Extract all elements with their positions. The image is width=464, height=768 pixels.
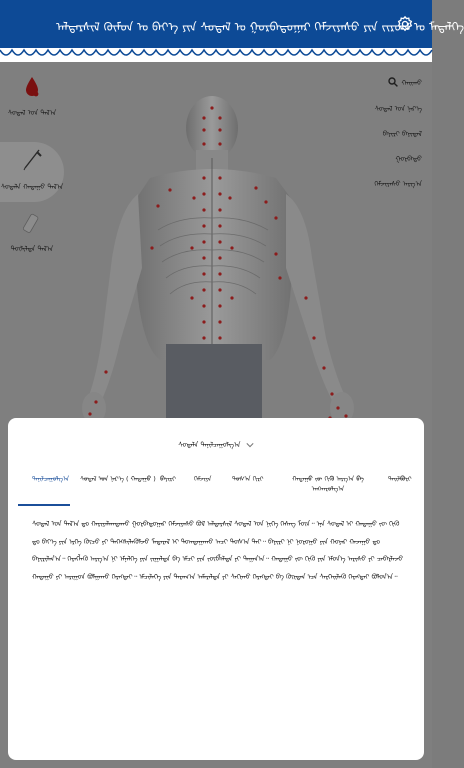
tool-label: ᠲᠦᠯᠢᠯᠲᠡ ᠲᠠᠯ᠎ᠠ: [10, 245, 54, 253]
app-header: [0, 0, 464, 50]
description-text: ᠰᠤᠳᠠᠯ ᠤᠨ ᠲᠠᠯ᠎ᠠ ᠳᠤ ᠬᠠᠷᠢᠶᠠᠯᠠᠭᠳᠠᠬᠤ ᠭᠤᠷᠪᠠᠳᠤᠭᠠᠷ ᠬᠡᠮᠵᠢᠶᠡᠰᠦ ᠪᠤᠯ ᠠᠯᠳᠠᠷᠰᠢᠯ ᠰᠤᠳᠠᠯ ᠤᠨ ᠨᠢᠭᠡ ᠬᠡᠰᠡᠭ ᠮᠥᠨ᠃ ᠡᠨᠡ ᠰᠤᠳᠠᠯ ᠢ ᠬᠠᠲᠠᠭᠤ ᠵᠦ ᠬᠢᠬᠦ ᠳᠤ ᠪᠡᠶ᠎ᠡ ᠶᠢᠨ ᠡᠷᠭᠡ ᠬᠦᠴᠦ ᠶᠢ ᠳᠡᠭᠡᠭᠰᠢᠯᠡᠭᠦᠯᠵᠦ ᠮᠡᠳᠡᠷᠡᠯ ᠢ ᠲᠣᠭᠲᠠᠭᠠᠬᠤ ᠠᠴᠢ ᠲᠤᠰ᠎ᠠ ᠲᠠᠢ᠃ ᠪᠠᠶᠢᠷᠢ ᠨᠢ ᠨᠤᠷᠤᠭᠤ ᠶᠢᠨ ᠬᠣᠶᠠᠷ ᠬᠠᠵᠠᠭᠤ ᠳᠤ ᠪᠠᠶᠢᠷᠢᠯᠠᠨ᠎ᠠ᠃ ᠬᠡᠷᠡᠭᠯᠡᠬᠦ ᠠᠷᠭ᠎ᠠ ᠨᠢ ᠡᠮᠨᠡᠯᠭᠡ ᠶᠢᠨ ᠵᠢᠭᠠᠯᠲᠠ ᠪᠠ ᠡᠮᠴᠢ ᠶᠢᠨ ᠵᠦᠪᠯᠡᠯᠲᠡ ᠶᠢ ᠳᠠᠭᠠᠨ᠎ᠠ᠃ ᠬᠠᠲᠠᠭᠤ ᠵᠦ ᠬᠢᠬᠦ ᠶᠢᠨ ᠡᠮᠦᠨ᠎ᠡ ᠠᠷᠢᠰᠤ ᠶᠢ ᠴᠡᠪᠡᠷᠯᠡᠵᠦ ᠬᠠᠲᠠᠭᠤ ᠶᠢ ᠠᠷᠢᠭᠤᠨ ᠪᠤᠯᠭᠠᠬᠤ ᠬᠡᠷᠡᠭᠲᠡᠢ᠃ ᠡᠮᠴᠢᠯᠡᠭᠡ ᠶᠢᠨ ᠳᠠᠷᠠᠭ᠎ᠠ ᠠᠮᠠᠷᠠᠯᠲᠠ ᠶᠢ ᠰᠠᠬᠢᠬᠤ ᠬᠡᠷᠡᠭᠲᠡᠢ ᠪᠠ ᠬᠦᠢᠲᠡᠨ ᠡᠴᠡ ᠰᠡᠷᠭᠡᠢᠯᠡᠬᠦ ᠬᠡᠷᠡᠭᠲᠡᠢ ᠪᠤᠯᠤᠨ᠎ᠠ᠃: [32, 520, 404, 581]
tab-benefit[interactable]: ᠲᠤᠰ᠎ᠠ ᠬᠢᠷᠢ: [232, 475, 264, 483]
tab-location[interactable]: ᠪᠠᠶᠢᠷᠢ: [160, 475, 176, 483]
tab-point-name[interactable]: ᠰᠤᠳᠠᠯ ᠤᠨ ᠨᠡᠷ᠎ᠡ ( ᠬᠠᠲᠠᠭᠤ ): [80, 475, 156, 483]
tab-notes[interactable]: ᠲᠠᠢᠯᠪᠤᠷᠢ: [388, 475, 412, 483]
tab-introduction[interactable]: ᠲᠠᠨᠢᠯᠴᠠᠭᠤᠯᠭ᠎ᠠ: [32, 475, 70, 483]
tool-bloodletting[interactable]: [0, 76, 64, 136]
moxa-stick-icon: [21, 212, 43, 234]
ornament-border: [0, 44, 432, 62]
tab-method[interactable]: ᠬᠠᠲᠠᠭᠤ ᠵᠦ ᠬᠢᠬᠦ ᠠᠷᠭ᠎ᠠ ᠪᠠ ᠠᠩᠬᠠᠷᠤᠯᠭ᠎ᠠ: [292, 475, 364, 493]
tool-moxibustion[interactable]: [0, 212, 64, 272]
active-tab-indicator: [18, 504, 70, 506]
gear-icon[interactable]: [396, 15, 414, 33]
info-tabs: [22, 474, 414, 508]
page-title: ᠠᠯᠳᠠᠷᠰᠢᠯ ᠬᠦᠮᠦᠨ ᠤ ᠪᠡᠶ᠎ᠡ ᠶᠢᠨ ᠰᠤᠳᠠᠯ ᠤ ᠭᠤᠷᠪᠠᠳᠤᠭᠠᠷ ᠬᠡᠮᠵᠢᠶᠡᠰᠦ ᠶᠢᠨ ᠵᠢᠷᠤᠭ ᠤ ᠮᠡᠳᠡᠯᠭᠡ: [56, 20, 464, 34]
search-icon: [388, 77, 398, 87]
right-menu: [352, 76, 422, 202]
info-bottom-sheet: [8, 418, 424, 760]
search-button[interactable]: [352, 76, 422, 88]
tool-label: ᠰᠤᠳᠠᠯ ᠤᠨ ᠲᠠᠯ᠎ᠠ: [7, 109, 57, 117]
chevron-down-icon: [246, 441, 254, 449]
menu-item-location[interactable]: ᠪᠠᠶᠢᠷᠢ ᠪᠠᠶᠢᠳᠠᠯ: [382, 130, 422, 138]
tab-measure[interactable]: ᠬᠡᠮᠵᠢᠶᠡ: [194, 475, 212, 483]
acupuncture-needle-icon: [21, 148, 43, 172]
sheet-title-toggle[interactable]: [8, 438, 424, 450]
blood-drop-icon: [24, 76, 40, 98]
sheet-title: ᠰᠤᠳᠠᠯᠨ ᠲᠠᠨᠢᠯᠴᠠᠭᠤᠯᠭ᠎ᠠ: [178, 441, 241, 449]
menu-item-third[interactable]: ᠭᠤᠷᠪᠠᠳᠤ: [395, 155, 422, 163]
tool-acupuncture[interactable]: [0, 142, 64, 202]
menu-item-point-name[interactable]: ᠰᠤᠳᠠᠯ ᠤᠨ ᠨᠡᠷ᠎ᠡ: [374, 105, 422, 113]
tool-label: ᠰᠤᠳᠠᠯᠨ ᠬᠠᠲᠠᠭᠤ ᠲᠠᠯ᠎ᠠ: [0, 183, 64, 191]
search-label: ᠬᠠᠢᠬᠤ: [401, 79, 422, 87]
menu-item-measure[interactable]: ᠬᠡᠮᠵᠢᠶᠡᠰᠦ ᠠᠷᠭ᠎ᠠ: [374, 180, 422, 188]
human-body-back-model[interactable]: [80, 98, 360, 428]
